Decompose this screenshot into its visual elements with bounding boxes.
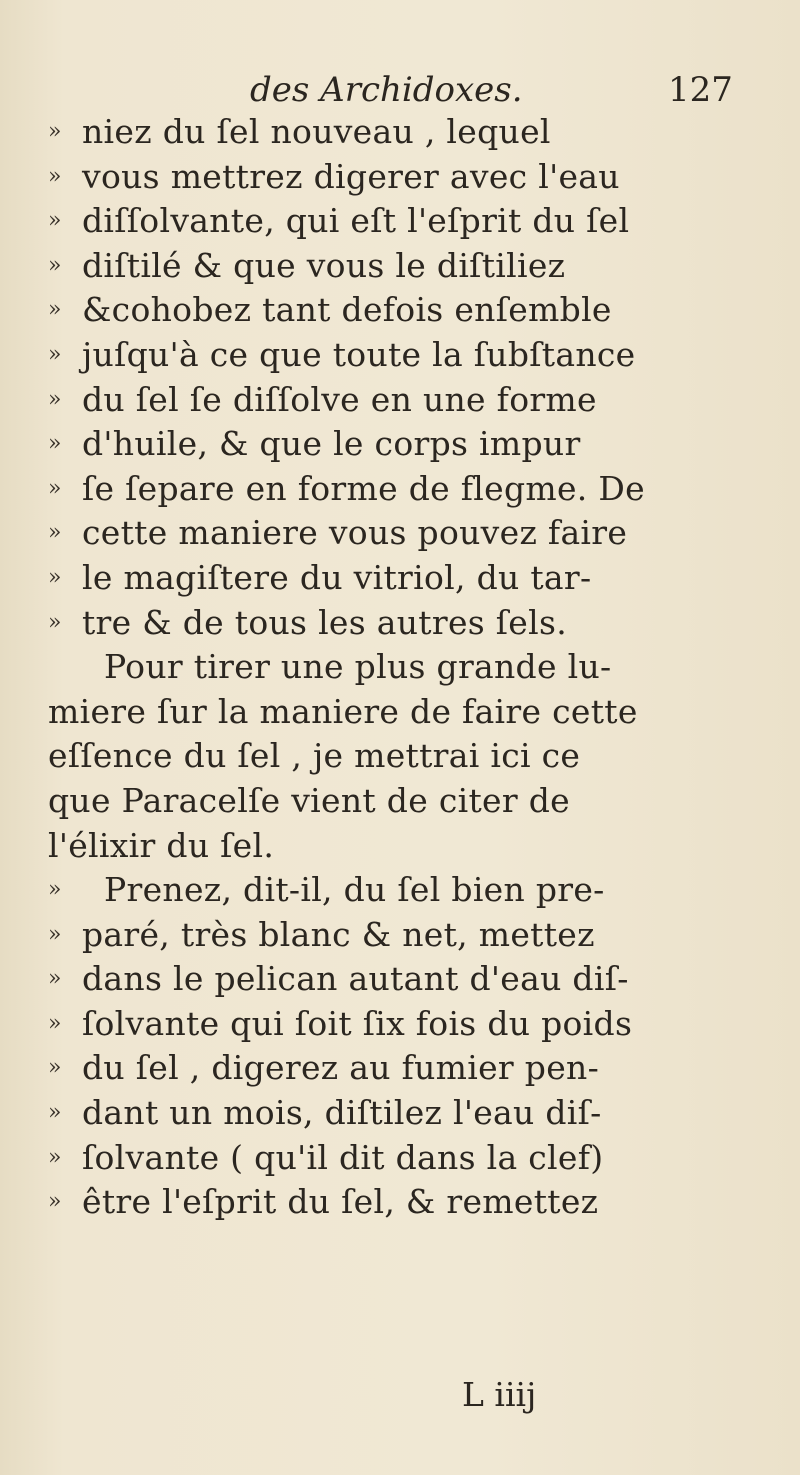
- quote-mark: »: [48, 520, 62, 546]
- text-line: [48, 288, 728, 333]
- text-line: [48, 378, 728, 423]
- text-line: [48, 199, 728, 244]
- line-text: ſolvante ( qu'il dit dans la clef): [82, 1137, 604, 1177]
- quote-mark: »: [48, 1189, 62, 1215]
- page-number: 127: [668, 70, 733, 110]
- quote-mark: »: [48, 119, 62, 144]
- quote-mark: »: [48, 431, 62, 457]
- signature-mark: L iiij: [462, 1375, 537, 1414]
- text-line: [48, 734, 728, 779]
- line-text: être l'eſprit du ſel, & remettez: [82, 1182, 599, 1222]
- text-line: [48, 1180, 728, 1225]
- text-line: [48, 868, 728, 913]
- text-line: [48, 957, 728, 1002]
- quote-mark: »: [48, 921, 62, 947]
- text-line: [48, 645, 728, 690]
- text-line: [48, 467, 728, 512]
- line-text: du ſel , digerez au fumier pen-: [82, 1048, 600, 1088]
- text-line: [48, 1002, 728, 1047]
- text-line: [48, 779, 728, 824]
- line-text: Pour tirer une plus grande lu-: [104, 647, 612, 687]
- line-text: du ſel ſe diſſolve en une forme: [82, 379, 597, 419]
- text-line: [48, 333, 728, 378]
- text-line: [48, 913, 728, 958]
- line-text: niez du ſel nouveau , lequel: [82, 112, 551, 151]
- quote-mark: »: [48, 966, 62, 992]
- line-text: diſtilé & que vous le diſtiliez: [82, 245, 566, 285]
- text-line: [48, 556, 728, 601]
- line-text: Prenez, dit-il, du ſel bien pre-: [104, 870, 605, 910]
- page-body: [48, 110, 728, 1225]
- text-line: [48, 824, 728, 869]
- line-text: miere ſur la maniere de faire cette: [48, 691, 638, 731]
- quote-mark: »: [48, 208, 62, 234]
- quote-mark: »: [48, 341, 62, 367]
- quote-mark: »: [48, 386, 62, 412]
- line-text: le magiſtere du vitriol, du tar-: [82, 557, 592, 597]
- quote-mark: »: [48, 1010, 62, 1036]
- line-text: paré, très blanc & net, mettez: [82, 914, 595, 954]
- quote-mark: »: [48, 1144, 62, 1170]
- quote-mark: »: [48, 609, 62, 635]
- text-line: [48, 690, 728, 735]
- line-text: que Paracelſe vient de citer de: [48, 780, 570, 820]
- line-text: dant un mois, diſtilez l'eau diſ-: [82, 1093, 602, 1133]
- quote-mark: »: [48, 297, 62, 323]
- line-text: cette maniere vous pouvez faire: [82, 513, 628, 553]
- line-text: dans le pelican autant d'eau diſ-: [82, 959, 629, 999]
- line-text: juſqu'à ce que toute la ſubſtance: [82, 334, 636, 374]
- text-line: [48, 1091, 728, 1136]
- quote-mark: »: [48, 564, 62, 590]
- line-text: ſolvante qui ſoit ſix fois du poids: [82, 1003, 633, 1043]
- line-text: eſſence du ſel , je mettrai ici ce: [48, 736, 581, 776]
- line-text: d'huile, & que le corps impur: [82, 424, 581, 464]
- text-line: [48, 110, 728, 155]
- line-text: ſe ſepare en forme de flegme. De: [82, 468, 645, 508]
- text-line: [48, 511, 728, 556]
- text-line: [48, 155, 728, 200]
- quote-mark: »: [48, 475, 62, 501]
- quote-mark: »: [48, 1055, 62, 1081]
- line-text: tre & de tous les autres ſels.: [82, 602, 568, 642]
- line-text: diſſolvante, qui eſt l'eſprit du ſel: [82, 201, 630, 241]
- quote-mark: »: [48, 877, 62, 903]
- quote-mark: »: [48, 1100, 62, 1126]
- line-text: l'élixir du ſel.: [48, 825, 275, 865]
- text-line: [48, 422, 728, 467]
- quote-mark: »: [48, 252, 62, 278]
- line-text: &cohobez tant defois enſemble: [82, 290, 612, 330]
- text-line: [48, 1136, 728, 1181]
- text-line: [48, 244, 728, 289]
- text-line: [48, 601, 728, 646]
- running-title: des Archidoxes.: [250, 70, 523, 110]
- quote-mark: »: [48, 163, 62, 189]
- text-line: [48, 1046, 728, 1091]
- line-text: vous mettrez digerer avec l'eau: [82, 156, 620, 196]
